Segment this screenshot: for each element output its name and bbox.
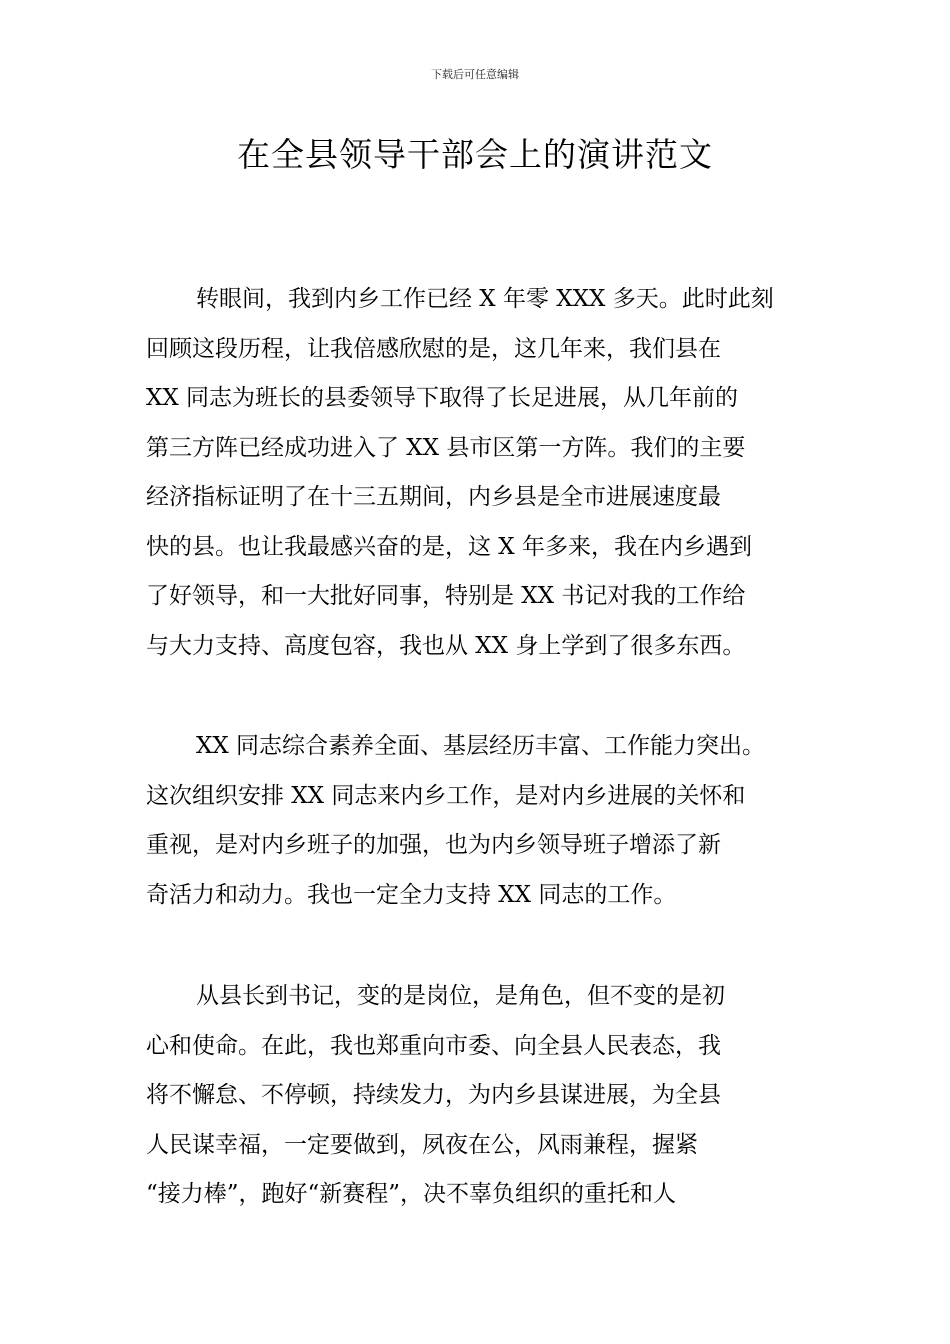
paragraph-3 [146, 972, 836, 1220]
paragraph-line: 经济指标证明了在十三五期间，内乡县是全市进展速度最 [146, 484, 721, 510]
paragraph-line: 与大力支持、高度包容，我也从 XX 身上学到了很多东西。 [146, 632, 746, 659]
paragraph-line: 回顾这段历程，让我倍感欣慰的是，这几年来，我们县在 [146, 335, 721, 362]
paragraph-line: 奇活力和动力。我也一定全力支持 XX 同志的工作。 [146, 881, 677, 908]
paragraph-line: 了好领导，和一大批好同事，特别是 XX 书记对我的工作给 [146, 583, 746, 609]
paragraph-line: 转眼间，我到内乡工作已经 X 年零 XXX 多天。此时此刻 [196, 286, 774, 312]
paragraph-line: 快的县。也让我最感兴奋的是，这 X 年多来，我在内乡遇到 [146, 533, 752, 560]
paragraph-line: XX 同志综合素养全面、基层经历丰富、工作能力突出。 [196, 733, 766, 759]
paragraph-line: XX 同志为班长的县委领导下取得了长足进展，从几年前的 [146, 385, 739, 411]
document-title: 在全县领导干部会上的演讲范文 [237, 135, 713, 174]
paragraph-line: 人民谋幸福，一定要做到，夙夜在公，风雨兼程，握紧 [146, 1131, 698, 1158]
paragraph-2 [146, 722, 836, 920]
paragraph-line: 第三方阵已经成功进入了 XX 县市区第一方阵。我们的主要 [146, 434, 746, 461]
paragraph-line: 心和使命。在此，我也郑重向市委、向全县人民表态，我 [146, 1032, 721, 1059]
paragraph-line: 将不懈怠、不停顿，持续发力，为内乡县谋进展，为全县 [146, 1082, 721, 1108]
paragraph-line: “接力棒”，跑好“新赛程”，决不辜负组织的重托和人 [146, 1181, 677, 1207]
paragraph-line: 这次组织安排 XX 同志来内乡工作，是对内乡进展的关怀和 [146, 782, 746, 809]
page-header-note: 下载后可任意编辑 [431, 68, 519, 81]
paragraph-1 [146, 275, 836, 671]
paragraph-line: 从县长到书记，变的是岗位，是角色，但不变的是初 [196, 983, 725, 1009]
paragraph-line: 重视，是对内乡班子的加强，也为内乡领导班子增添了新 [146, 832, 721, 858]
